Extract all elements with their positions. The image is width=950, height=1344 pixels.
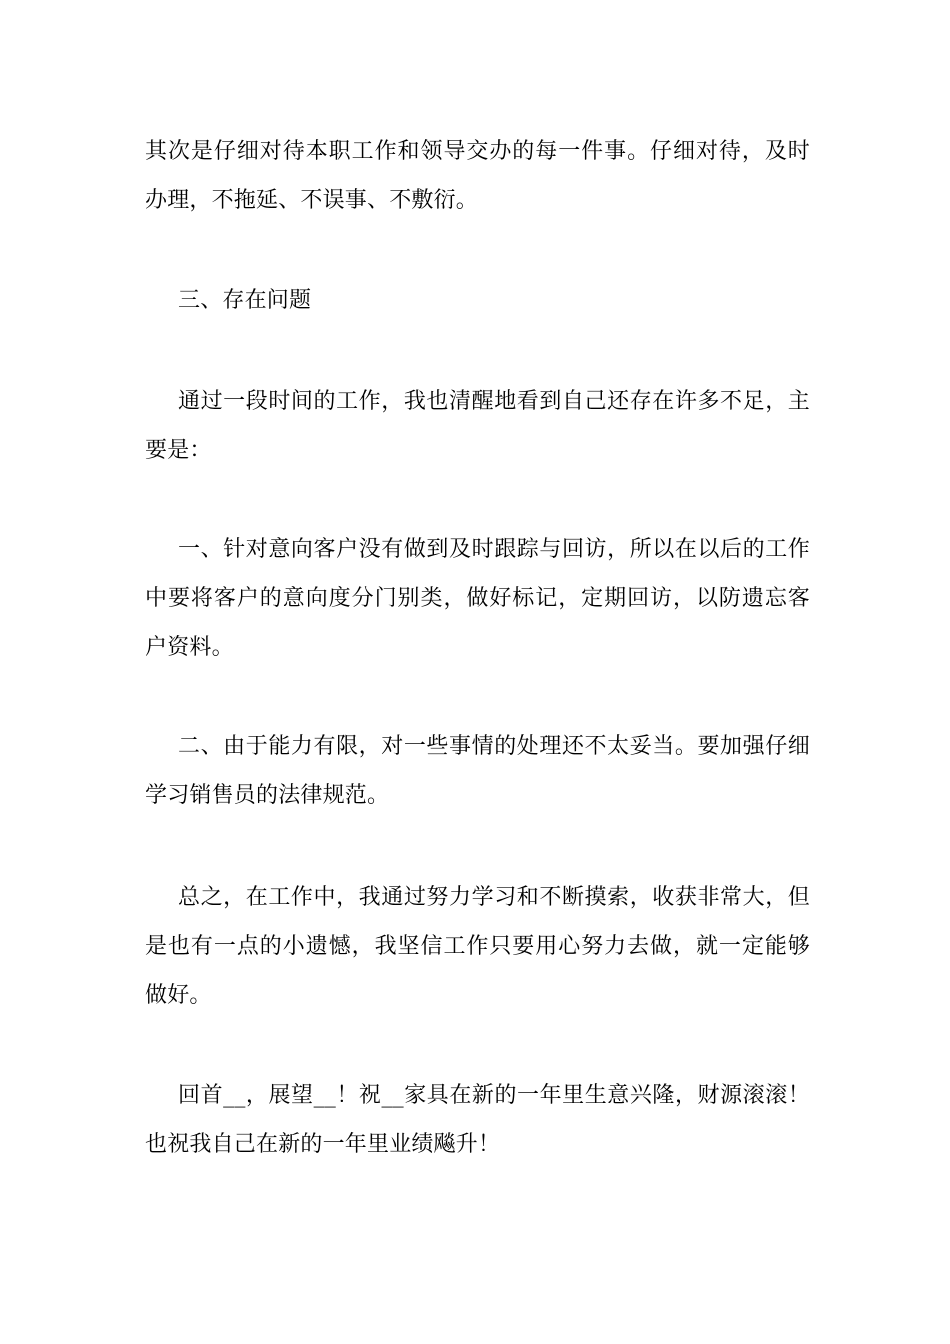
paragraph-summary: 总之，在工作中，我通过努力学习和不断摸索，收获非常大，但是也有一点的小遗憾，我坚信工作只要用心努力去做，就一定能够做好。: [145, 885, 810, 1008]
paragraph-problem-two: 二、由于能力有限，对一些事情的处理还不太妥当。要加强仔细学习销售员的法律规范。: [145, 734, 810, 808]
paragraph-problem-one: 一、针对意向客户没有做到及时跟踪与回访，所以在以后的工作中要将客户的意向度分门别类，做好标记，定期回访，以防遗忘客户资料。: [145, 537, 810, 660]
section-heading-problems: 三、存在问题: [178, 288, 312, 313]
paragraph-shortcomings-intro: 通过一段时间的工作，我也清醒地看到自己还存在许多不足，主要是：: [145, 389, 810, 463]
paragraph-closing-wishes: 回首__，展望__！祝__家具在新的一年里生意兴隆，财源滚滚！也祝我自己在新的一年里业绩飚升！: [145, 1083, 810, 1157]
paragraph-work-attitude: 其次是仔细对待本职工作和领导交办的每一件事。仔细对待，及时办理，不拖延、不误事、不敷衍。: [145, 139, 810, 213]
